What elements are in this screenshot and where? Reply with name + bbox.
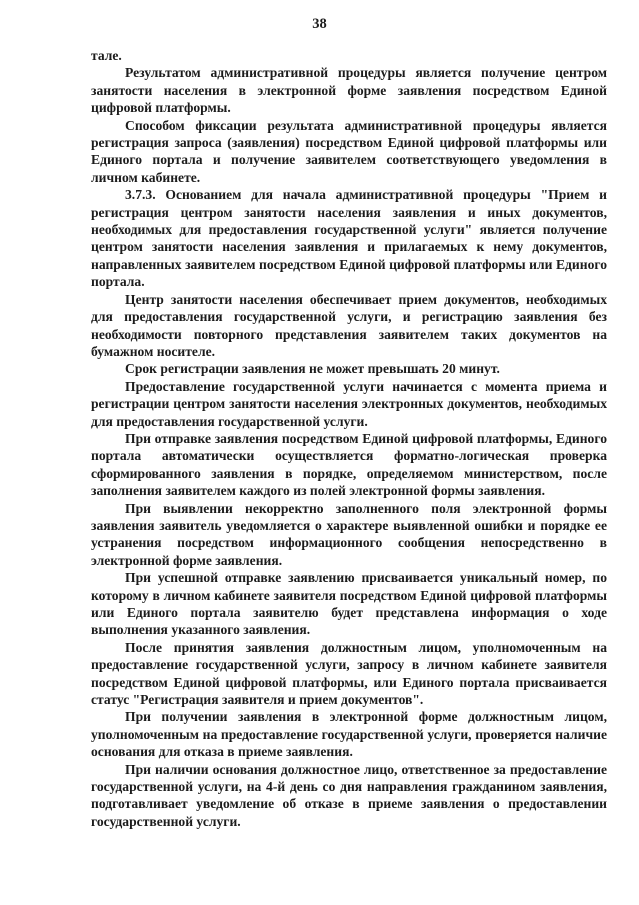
paragraph: Способом фиксации результата административной процедуры является регистрация запроса (заявления) посредством Единой цифровой платформы или Единого портала и получение заявителем соответствующего уведомления в личном кабинете. xyxy=(91,117,607,185)
paragraph: После принятия заявления должностным лицом, уполномоченным на предоставление государственной услуги, запросу в личном кабинете заявителя посредством Единой цифровой платформы, или Единого портала присваивается статус "Регистрация заявителя и прием документов". xyxy=(91,639,607,708)
paragraph: Срок регистрации заявления не может превышать 20 минут. xyxy=(125,361,500,377)
paragraph-continuation: тале. xyxy=(91,48,122,63)
paragraph: При выявлении некорректно заполненного поля электронной формы заявления заявитель уведомляется о характере выявленной ошибки и порядке ее устранения посредством информационного сообщения непосредственно в электронной форме заявления. xyxy=(91,500,607,568)
paragraph: Предоставление государственной услуги начинается с момента приема и регистрации центром занятости населения электронных документов, необходимых для предоставления государственной услуги. xyxy=(91,378,607,429)
document-body xyxy=(91,47,607,830)
paragraph: Результатом административной процедуры является получение центром занятости населения в электронной форме заявления посредством Единой цифровой платформы. xyxy=(91,65,607,116)
paragraph: 3.7.3. Основанием для начала административной процедуры "Прием и регистрация центром занятости населения заявления и иных документов, необходимых для предоставления государственной услуги" является получение центром занятости населения заявления и прилагаемых к нему документов, направленных заявителем посредством Единой цифровой платформы или Единого портала. xyxy=(91,187,607,290)
page-number: 38 xyxy=(312,16,327,32)
paragraph: При наличии основания должностное лицо, ответственное за предоставление государственной услуги, на 4-й день со дня направления гражданином заявления, подготавливает уведомление об отказе в приеме заявления о предоставлении государственной услуги. xyxy=(91,761,607,829)
paragraph: Центр занятости населения обеспечивает прием документов, необходимых для предоставления государственной услуги, и регистрацию заявления без необходимости повторного представления заявителем таких документов на бумажном носителе. xyxy=(91,291,607,359)
paragraph: При успешной отправке заявлению присваивается уникальный номер, по которому в личном кабинете заявителя посредством Единой цифровой платформы или Единого портала заявителю будет представлена информация о ходе выполнения указанного заявления. xyxy=(91,570,607,638)
paragraph: При отправке заявления посредством Единой цифровой платформы, Единого портала автоматически осуществляется форматно-логическая проверка сформированного заявления в порядке, определяемом министерством, после заполнения заявителем каждого из полей электронной формы заявления. xyxy=(91,430,607,499)
paragraph: При получении заявления в электронной форме должностным лицом, уполномоченным на предоставление государственной услуги, проверяется наличие основания для отказа в приеме заявления. xyxy=(91,709,607,760)
